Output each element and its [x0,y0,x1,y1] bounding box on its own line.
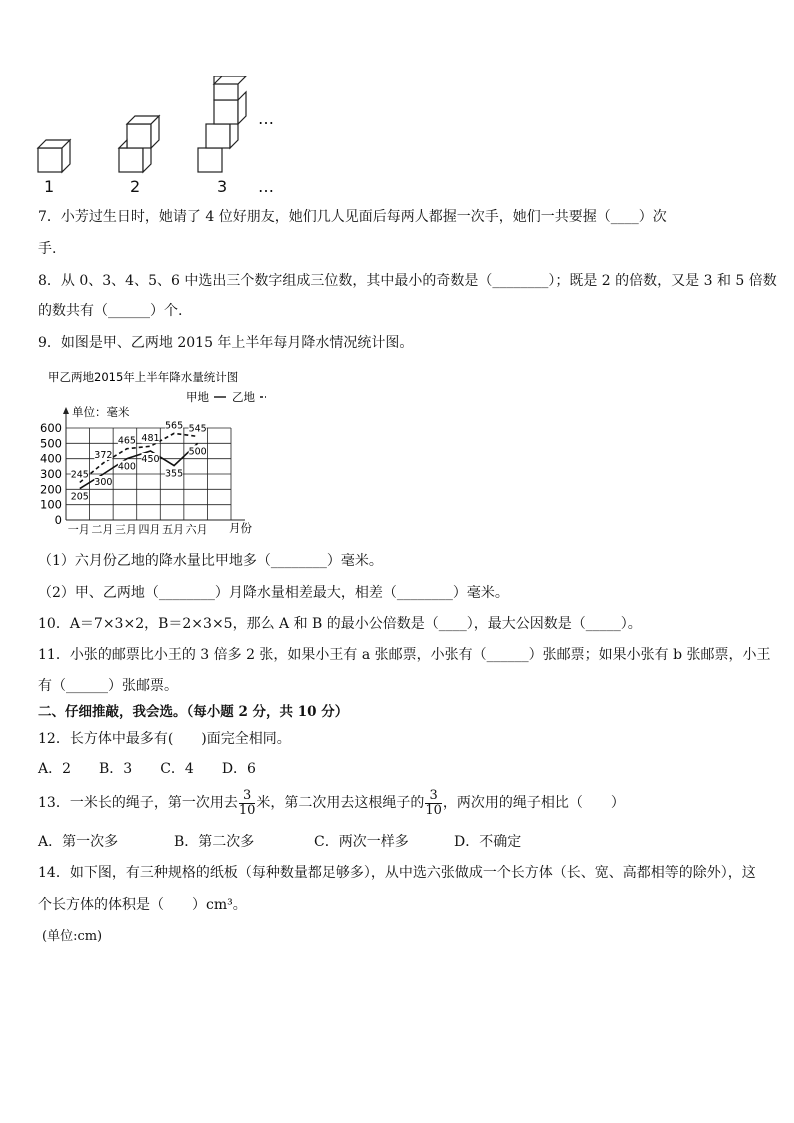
xtick-4: 五月 [162,523,185,536]
ellipsis-bottom: … [258,177,274,196]
q7-line1: 7．小芳过生日时，她请了 4 位好朋友，她们几人见面后每两人都握一次手，她们一共要握（____）次 [38,209,667,225]
q14-unit: (单位:cm) [42,929,103,944]
ytick-200: 200 [40,482,62,497]
chart-series [71,419,207,502]
q13-stem [38,788,625,818]
data-label-0-1: 300 [94,477,113,488]
ytick-300: 300 [40,467,62,481]
chart-legend [186,390,266,404]
chart-ylabel: 单位：毫米 [72,405,130,419]
cube-stacks-figure [30,76,290,201]
q13-frac2-den: 10 [425,802,442,818]
q12-options: A．2 B．3 C．4 D．6 [38,761,256,777]
q13-part1: 13．一米长的绳子，第一次用去 [38,795,238,811]
q14-line2: 个长方体的体积是（ ）cm³。 [38,897,247,913]
chart-title: 甲乙两地2015年上半年降水量统计图 [48,370,239,384]
data-label-1-1: 372 [94,449,113,461]
q13-frac1-den: 10 [238,802,256,818]
ytick-400: 400 [40,451,62,466]
q12-stem: 12．长方体中最多有( )面完全相同。 [38,731,291,747]
data-label-0-3: 450 [141,454,160,465]
rainfall-line-chart [36,366,266,538]
xtick-5: 六月 [185,523,208,536]
ytick-0: 0 [54,513,62,527]
q11-line1: 11．小张的邮票比小王的 3 倍多 2 张，如果小王有 a 张邮票，小张有（______）张邮票；如果小张有 b 张邮票，小王 [38,647,771,663]
q8-line2: 的数共有（______）个. [38,303,183,319]
q13-option-c: C．两次一样多 [314,834,409,850]
data-label-0-5: 500 [188,446,207,458]
legend-label-0: 甲地 [186,390,209,404]
q13-fraction-2 [425,789,442,818]
cube-label-1: 1 [44,177,55,196]
q13-part2: 米，第二次用去这根绳子的 [256,795,425,811]
q8-line1: 8．从 0、3、4、5、6 中选出三个数字组成三位数，其中最小的奇数是（________）；既是 2 的倍数，又是 3 和 5 倍数 [38,273,777,289]
legend-label-1: 乙地 [232,390,255,404]
chart-yticks [40,421,62,527]
data-label-1-0: 245 [70,469,89,481]
q9-sub2: （2）甲、乙两地（________）月降水量相差最大，相差（________）毫米。 [38,585,509,601]
ellipsis-top: … [258,109,274,128]
data-label-1-5: 545 [188,423,207,435]
cube-stack-2 [119,116,159,172]
xtick-3: 四月 [138,523,161,536]
xtick-0: 一月 [67,523,90,536]
cube-stack-3 [198,76,246,172]
data-label-1-2: 465 [117,435,136,447]
cube-label-2: 2 [130,177,141,196]
q11-line2: 有（______）张邮票。 [38,678,178,694]
q14-line1: 14．如下图，有三种规格的纸板（每种数量都足够多），从中选六张做成一个长方体（长、宽、高都相等的除外），这 [38,865,756,881]
cube-stack-1 [38,140,70,172]
q13-fraction-1 [239,789,256,818]
chart-xlabel: 月份 [229,521,252,535]
q13-frac2-num: 3 [425,789,442,804]
data-label-0-0: 205 [70,491,89,503]
xtick-1: 二月 [91,523,114,536]
q13-option-b: B．第二次多 [174,834,255,850]
ytick-100: 100 [40,497,62,512]
q13-option-a: A．第一次多 [38,834,119,850]
q10: 10．A＝7×3×2，B＝2×3×5，那么 A 和 B 的最小公倍数是（____），最大公因数是（_____）。 [38,616,642,632]
q9-sub1: （1）六月份乙地的降水量比甲地多（________）毫米。 [38,553,383,569]
ytick-600: 600 [40,421,62,435]
data-label-1-4: 565 [165,420,184,432]
xtick-2: 三月 [114,523,137,536]
data-label-0-2: 400 [117,461,136,473]
q13-option-d: D．不确定 [454,834,522,850]
cube-label-3: 3 [217,177,228,196]
chart-xticks [68,523,208,536]
section2-heading: 二、仔细推敲，我会选。（每小题 2 分，共 10 分） [38,704,349,720]
q9-intro: 9．如图是甲、乙两地 2015 年上半年每月降水情况统计图。 [38,335,414,351]
data-label-0-4: 355 [165,468,184,480]
y-axis-arrow [63,407,69,414]
q7-line2: 手. [38,241,57,257]
data-label-1-3: 481 [141,433,160,445]
ytick-500: 500 [40,436,62,451]
q13-part3: ，两次用的绳子相比（ ） [442,795,625,811]
q13-frac1-num: 3 [239,789,256,804]
